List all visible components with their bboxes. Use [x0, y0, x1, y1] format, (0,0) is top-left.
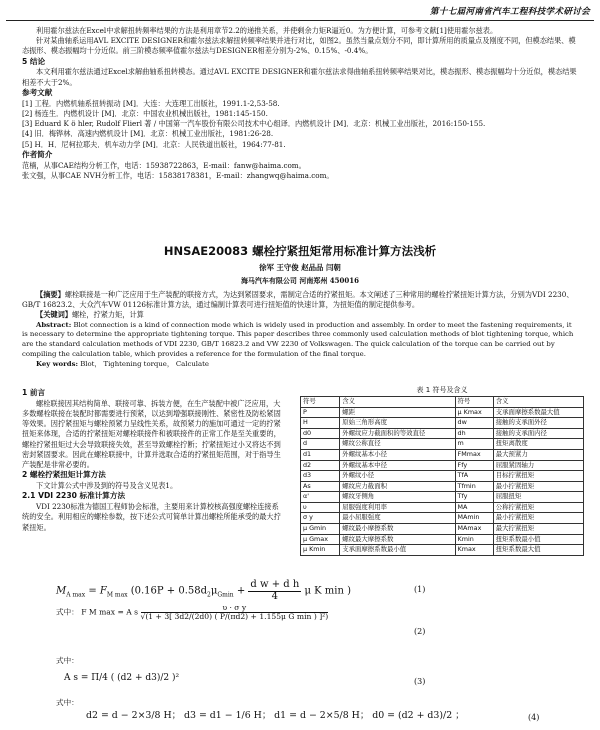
- table-row: [301, 481, 584, 492]
- eq1-mu: μ: [210, 585, 218, 597]
- table-row: [301, 407, 584, 418]
- left-column: [22, 388, 284, 533]
- table-cell: 接触的支承面外径: [493, 418, 583, 429]
- table-row: [301, 502, 584, 513]
- table-row: [301, 439, 584, 450]
- table-cell: As: [301, 481, 340, 492]
- table-cell: 螺纹最小摩擦系数: [340, 524, 455, 535]
- table-cell: Kmax: [455, 545, 493, 556]
- table-header-row: [301, 396, 584, 407]
- table-cell: TfA: [455, 471, 493, 482]
- table-cell: 原始三角形高度: [340, 418, 455, 429]
- keywords-en-label: Key words:: [36, 359, 79, 368]
- eq1-end: μ K min ): [304, 585, 352, 597]
- table-cell: H: [301, 418, 340, 429]
- paragraph: 针对某曲轴系运用AVL EXCITE DESIGNER和霍尔兹法求解扭转频率结果并进行对比，如图2。虽然当量点划分不同，即计算所用的质量点及刚度不同，但模态结果、模态振形、模态振幅均十分近似。前三阶模态频率值霍尔兹法与DESIGNER相差分别为-2%、0.15%、-0.4%。: [22, 36, 576, 56]
- eq1-body: (0.16P + 0.58d: [130, 585, 208, 597]
- table-cell: FMmax: [455, 449, 493, 460]
- article-authors: 徐军 王守俊 赵品品 闫朝: [259, 263, 341, 272]
- equation-label-3: 式中：: [56, 656, 79, 665]
- section-heading: 5 结论: [22, 56, 46, 66]
- eq2-den: √(1 + 3[ 3d2/(2d0) ( P/(πd2) + 1.155μ G min ) ]²): [140, 611, 329, 621]
- table-cell: 外螺纹应力截面积的等效直径: [340, 428, 455, 439]
- table-cell: dh: [455, 428, 493, 439]
- table-row: [301, 524, 584, 535]
- equation-label-4: 式中：: [56, 698, 79, 707]
- table-row: [301, 545, 584, 556]
- section-heading: 1 前言: [22, 388, 46, 397]
- table-cell: dw: [455, 418, 493, 429]
- equation-1: $M_{A max} = F_{M max}$ ($0.16P + 0.58d_2\mu_{Gmin}$ + $\frac{\text{d w + d h}}{4}$ μ K min ): [56, 579, 352, 602]
- eq1-num: d w + d h: [250, 579, 300, 590]
- table-row: [301, 449, 584, 460]
- table-header-cell: 符号: [455, 396, 493, 407]
- table-cell: 扭矩系数最大值: [493, 545, 583, 556]
- table-cell: μ Kmin: [301, 545, 340, 556]
- table-cell: m: [455, 439, 493, 450]
- table-cell: 螺纹应力截面积: [340, 481, 455, 492]
- table-cell: 最小拧紧扭矩: [493, 481, 583, 492]
- table-cell: 螺距: [340, 407, 455, 418]
- table-row: [301, 513, 584, 524]
- eq1-den: 4: [271, 590, 279, 602]
- table-cell: 扭矩系数最小值: [493, 534, 583, 545]
- article-title: HNSAE20083 螺栓拧紧扭矩常用标准计算方法浅析: [163, 244, 437, 258]
- reference-item: [5] H．H．尼柯拉耶夫．机车动力学 [M]．北京：人民铁道出版社，1964:77-81.: [22, 139, 286, 149]
- eq1-mid: = F: [88, 585, 107, 597]
- journal-title: 第十七届河南省汽车工程科技学术研讨会: [429, 7, 590, 17]
- table-cell: 屈服紧固轴力: [493, 460, 583, 471]
- keywords-label: 【关键词】: [36, 310, 72, 320]
- table-cell: 最大拧紧扭矩: [493, 524, 583, 535]
- table-cell: Kmin: [455, 534, 493, 545]
- abstract-block: [22, 290, 578, 370]
- table-cell: 屈服强度利用率: [340, 502, 455, 513]
- table-cell: μ Kmax: [455, 407, 493, 418]
- table-cell: 支承面摩擦系数最大值: [493, 407, 583, 418]
- symbol-table-block: [300, 386, 584, 556]
- eq-label: 式中：: [56, 607, 79, 617]
- table-cell: μ Gmin: [301, 524, 340, 535]
- eq1-lhs: M: [56, 585, 67, 597]
- table-cell: MA: [455, 502, 493, 513]
- table-cell: 接触的支承面内径: [493, 428, 583, 439]
- article-affiliation: 海马汽车有限公司 河南郑州 450016: [240, 276, 360, 285]
- table-cell: d0: [301, 428, 340, 439]
- equation-3: A s = Π/4 ( (d2 + d3)/2 )²: [64, 673, 180, 683]
- symbol-table: [300, 396, 584, 556]
- paragraph: VDI 2230标准为德国工程师协会标准，主要用来计算校核高强度螺栓连接系统的安全。利用相应的螺栓参数，按下述公式可简单计算出螺栓所能承受的最大拧紧扭矩。: [22, 502, 281, 532]
- table-row: [301, 428, 584, 439]
- table-row: [301, 492, 584, 503]
- table-cell: 螺纹最大摩擦系数: [340, 534, 455, 545]
- table-cell: 扭矩离散度: [493, 439, 583, 450]
- table-cell: 最小拧紧扭矩: [493, 513, 583, 524]
- reference-item: [1] 工程．内燃机轴系扭转振动 [M]．大连：大连理工出版社，1991.1-2,53-58.: [22, 98, 280, 108]
- reference-item: [3] Eduard K ö hler, Rudolf Flierl 著 / 中国第一汽车股份有限公司技术中心组译．内燃机设计 [M]．北京：机械工业出版社，2016:150-155.: [22, 119, 486, 129]
- table-cell: σ y: [301, 513, 340, 524]
- table-row: [301, 534, 584, 545]
- eq2-text: F M max = A s: [81, 607, 139, 617]
- keywords-en: Blot， Tightening torque， Calculate: [80, 359, 209, 368]
- table-cell: P: [301, 407, 340, 418]
- author-bio: 张文强，从事CAE NVH分析工作，电话：15838178381，E-mail：zhangwq@haima.com。: [22, 170, 334, 180]
- table-cell: υ: [301, 502, 340, 513]
- table-cell: 最小屈服强度: [340, 513, 455, 524]
- equation-4: d2 = d − 2×3/8 H； d3 = d1 − 1/6 H； d1 = d − 2×5/8 H； d0 = (d2 + d3)/2 ；: [86, 710, 465, 721]
- table-header-cell: 含义: [340, 396, 455, 407]
- table-cell: MAmax: [455, 524, 493, 535]
- abstract-en-label: Abstract:: [36, 320, 72, 329]
- previous-article-tail: [22, 26, 578, 181]
- eq2-fraction: [141, 604, 329, 621]
- table-row: [301, 471, 584, 482]
- table-row: [301, 418, 584, 429]
- table-header-cell: 含义: [493, 396, 583, 407]
- table-cell: 螺纹牙侧角: [340, 492, 455, 503]
- author-bio: 范楠，从事CAE结构分析工作，电话：15938722863，E-mail：fanw@haima.com。: [22, 160, 306, 170]
- table-cell: Tfy: [455, 492, 493, 503]
- table-cell: 目标拧紧扭矩: [493, 471, 583, 482]
- equation-2: [56, 604, 328, 621]
- table-cell: d3: [301, 471, 340, 482]
- table-cell: 外螺纹基本中径: [340, 460, 455, 471]
- paragraph: 螺栓联接因其结构简单、联接可靠、拆装方便，在生产装配中被广泛应用，大多数螺栓联接在装配时都需要进行预紧，以达到增强联接刚性、紧密性及防松紧固等效果。因拧紧扭矩与螺栓预紧力呈线性关系，故预紧力的施加可通过一定的拧紧扭矩来体现，合适的拧紧扭矩对螺栓联接件和被联接件的正常工作是至关重要的，螺栓拧紧扭矩过大会导致联接失效，甚至导致螺栓拧断；拧紧扭矩过小又将达不到密封紧固要求。因此在螺栓联接中，计算并选取合适的拧紧扭矩范围，对于指导生产装配是非常必要的。: [22, 398, 281, 470]
- eq1-plus: +: [236, 585, 246, 597]
- paragraph: 本文利用霍尔兹法通过Excel求解曲轴系扭转模态。通过AVL EXCITE DESIGNER和霍尔兹法求得曲轴系扭转频率结果对比，模态振形、模态振幅均十分近似，模态结果相差不大于2%。: [22, 67, 577, 87]
- paragraph: 利用霍尔兹法在Excel中求解扭转频率结果的方法是利用章节2.2的递推关系，并使剩余力矩R逼近0。为方便计算，可参考文献[1]使用霍尔兹表。: [36, 26, 498, 35]
- running-header: [6, 4, 594, 21]
- abstract-label: 【摘要】: [36, 290, 65, 299]
- table-cell: 最大预紧力: [493, 449, 583, 460]
- equation-number: (3): [414, 677, 426, 686]
- author-bio-heading: 作者简介: [22, 149, 53, 159]
- abstract-en: Blot connection is a kind of connection mode which is widely used in production and assembly. In order to meet the fastening requirements, it is necessary to determine the appropriate tightening torque. This paper describes three commonly used calculation methods of blot tightening torque, which are the standard calculation methods of VDI 2230, GB/T 16823.2 and VW 2230 of Volkswagen. The quick calculation of the torque can be carried out by compiling the calculation table, which provides a reference for the formulation of the final torque.: [22, 320, 574, 359]
- table-cell: d: [301, 439, 340, 450]
- references-heading: 参考文献: [22, 87, 53, 97]
- section-heading: 2 螺栓拧紧扭矩计算方法: [22, 470, 106, 480]
- table-cell: Ffy: [455, 460, 493, 471]
- table-cell: 外螺纹基本小径: [340, 449, 455, 460]
- table-cell: d1: [301, 449, 340, 460]
- paragraph: 下文计算公式中涉及到的符号及含义见表1。: [36, 481, 178, 491]
- eq1-fraction: [248, 580, 301, 602]
- table-caption: 表 1 符号及含义: [416, 386, 468, 394]
- abstract-zh: 螺栓联接是一种广泛应用于生产装配的联接方式，为达到紧固要求，需制定合适的拧紧扭矩。本文阐述了三种常用的螺栓拧紧扭矩计算方法，分别为VDI 2230、GB/T 16823.2、大众汽车VW 01126标准计算方法，通过编制计算表可进行扭矩值的快速计算，为扭矩值的制定提供参考。: [22, 290, 574, 310]
- table-cell: 屈服扭矩: [493, 492, 583, 503]
- table-cell: 支承面摩擦系数最小值: [340, 545, 455, 556]
- reference-item: [4] 旧．梅铧林．高速内燃机设计 [M]．北京：机械工业出版社，1981:26-28.: [22, 129, 274, 139]
- equation-number: (1): [414, 585, 426, 594]
- reference-item: [2] 杨连生．内燃机设计 [M]．北京：中国农业机械出版社，1981:145-150.: [22, 108, 268, 118]
- equation-number: (4): [528, 713, 540, 722]
- table-cell: 螺纹公称直径: [340, 439, 455, 450]
- table-cell: 公称拧紧扭矩: [493, 502, 583, 513]
- table-cell: 外螺纹小径: [340, 471, 455, 482]
- keywords-zh: 螺栓，拧紧力矩，计算: [71, 310, 144, 320]
- subsection-heading: 2.1 VDI 2230 标准计算方法: [22, 491, 126, 501]
- eq2-num: υ · σ y: [141, 604, 329, 613]
- table-cell: d2: [301, 460, 340, 471]
- table-cell: Tfmin: [455, 481, 493, 492]
- equation-number: (2): [414, 627, 426, 636]
- eq1-sub: A max: [66, 591, 86, 599]
- table-cell: α': [301, 492, 340, 503]
- table-cell: MAmin: [455, 513, 493, 524]
- table-row: [301, 460, 584, 471]
- table-cell: μ Gmax: [301, 534, 340, 545]
- table-header-cell: 符号: [301, 396, 340, 407]
- eq1-mid-sub: M max: [106, 591, 128, 599]
